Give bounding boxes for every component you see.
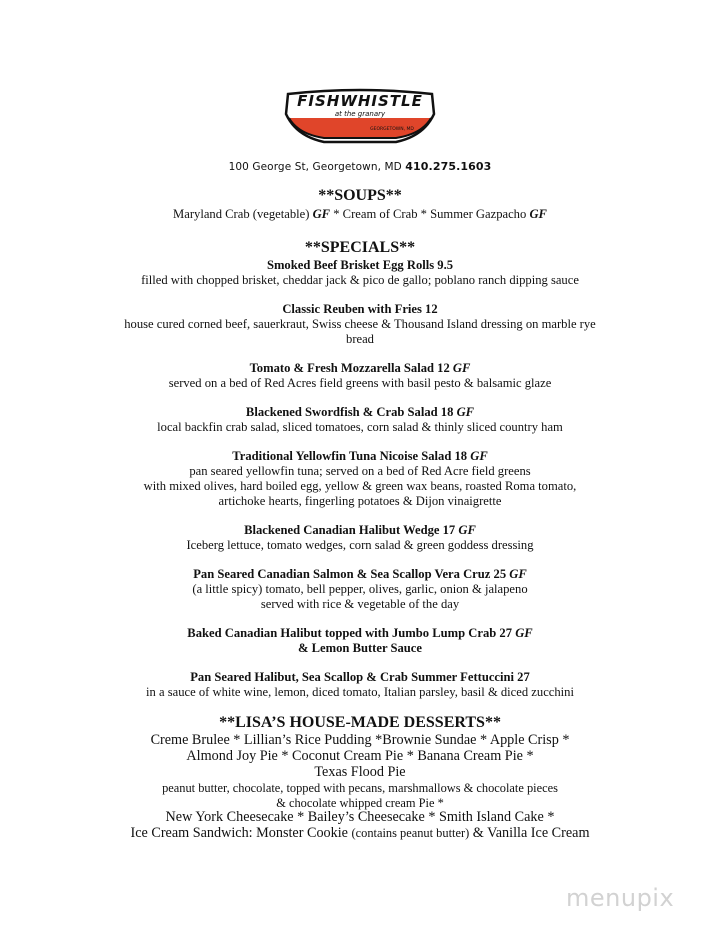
special-desc: in a sauce of white wine, lemon, diced tomato, Italian parsley, basil & diced zucchini xyxy=(146,685,574,699)
soup-others: * Cream of Crab * Summer Gazpacho xyxy=(333,207,527,221)
special-desc: filled with chopped brisket, cheddar jack & pico de gallo; poblano ranch dipping sauce xyxy=(141,273,579,287)
address-line xyxy=(0,160,720,173)
gf-badge: GF xyxy=(515,626,533,640)
logo-place-text: GEORGETOWN, MD xyxy=(370,127,414,132)
dessert-line: Creme Brulee * Lillian’s Rice Pudding *Brownie Sundae * Apple Crisp * xyxy=(150,732,570,748)
gf-badge: GF xyxy=(470,449,488,463)
special-title-row xyxy=(0,626,720,641)
logo-sub-text: at the granary xyxy=(334,110,386,118)
special-title-row xyxy=(0,361,720,376)
special-desc: served with rice & vegetable of the day xyxy=(260,597,460,611)
gf-badge: GF xyxy=(456,405,475,419)
address-street: 100 George St, Georgetown, MD xyxy=(228,161,402,173)
special-title: Pan Seared Halibut, Sea Scallop & Crab Summer Fettuccini 27 xyxy=(190,670,530,684)
special-title-row xyxy=(0,449,720,464)
soup-maryland-crab: Maryland Crab (vegetable) xyxy=(173,207,310,221)
special-desc: artichoke hearts, fingerling potatoes & Dijon vinaigrette xyxy=(218,494,502,508)
special-title: Traditional Yellowfin Tuna Nicoise Salad 18 xyxy=(232,449,468,463)
gf-badge: GF xyxy=(458,523,476,537)
soups-line xyxy=(0,207,720,222)
special-title: Baked Canadian Halibut topped with Jumbo Lump Crab 27 xyxy=(187,626,513,640)
dessert-line: Texas Flood Pie xyxy=(314,764,406,780)
special-desc: local backfin crab salad, sliced tomatoes, corn salad & thinly sliced country ham xyxy=(157,420,563,434)
special-desc: (a little spicy) tomato, bell pepper, olives, garlic, onion & jalapeno xyxy=(192,582,528,596)
gf-badge: GF xyxy=(509,567,527,581)
logo-main-text: FISHWHISTLE xyxy=(297,92,423,110)
specials-heading: **SPECIALS** xyxy=(304,239,416,256)
special-desc: pan seared yellowfin tuna; served on a bed of Red Acre field greens xyxy=(189,464,531,478)
special-desc: Iceberg lettuce, tomato wedges, corn salad & green goddess dressing xyxy=(186,538,534,552)
special-desc: served on a bed of Red Acres field greens with basil pesto & balsamic glaze xyxy=(168,376,552,390)
special-desc: with mixed olives, hard boiled egg, yellow & green wax beans, roasted Roma tomato, xyxy=(143,479,577,493)
dessert-vanilla: & Vanilla Ice Cream xyxy=(472,825,590,841)
special-desc: house cured corned beef, sauerkraut, Swiss cheese & Thousand Island dressing on marble rye xyxy=(124,317,596,331)
dessert-line xyxy=(0,826,720,842)
special-title: Smoked Beef Brisket Egg Rolls 9.5 xyxy=(266,258,454,272)
dessert-line: New York Cheesecake * Bailey’s Cheesecake * Smith Island Cake * xyxy=(165,809,555,825)
special-title: Blackened Canadian Halibut Wedge 17 xyxy=(244,523,456,537)
dessert-ice-cream-sandwich: Ice Cream Sandwich: Monster Cookie xyxy=(130,825,348,841)
special-title-row xyxy=(0,567,720,582)
special-desc: bread xyxy=(346,332,374,346)
fishwhistle-logo xyxy=(284,88,436,152)
special-title: Classic Reuben with Fries 12 xyxy=(282,302,438,316)
menupix-watermark: menupix xyxy=(566,884,675,912)
special-title-row xyxy=(0,523,720,538)
special-title-continued: & Lemon Butter Sauce xyxy=(298,641,422,655)
gf-badge: GF xyxy=(452,361,471,375)
special-title: Tomato & Fresh Mozzarella Salad 12 xyxy=(249,361,450,375)
dessert-desc: peanut butter, chocolate, topped with pecans, marshmallows & chocolate pieces xyxy=(162,781,558,795)
soups-heading: **SOUPS** xyxy=(318,187,402,204)
gf-badge: GF xyxy=(529,207,547,221)
dessert-desc: & chocolate whipped cream Pie * xyxy=(276,796,444,810)
desserts-heading: **LISA’S HOUSE-MADE DESSERTS** xyxy=(219,714,501,731)
gf-badge: GF xyxy=(312,207,331,221)
special-title: Blackened Swordfish & Crab Salad 18 xyxy=(245,405,454,419)
address-phone: 410.275.1603 xyxy=(405,160,492,173)
special-title-row xyxy=(0,405,720,420)
special-title: Pan Seared Canadian Salmon & Sea Scallop Vera Cruz 25 xyxy=(193,567,507,581)
dessert-note: (contains peanut butter) xyxy=(351,826,470,840)
dessert-line: Almond Joy Pie * Coconut Cream Pie * Banana Cream Pie * xyxy=(186,748,534,764)
